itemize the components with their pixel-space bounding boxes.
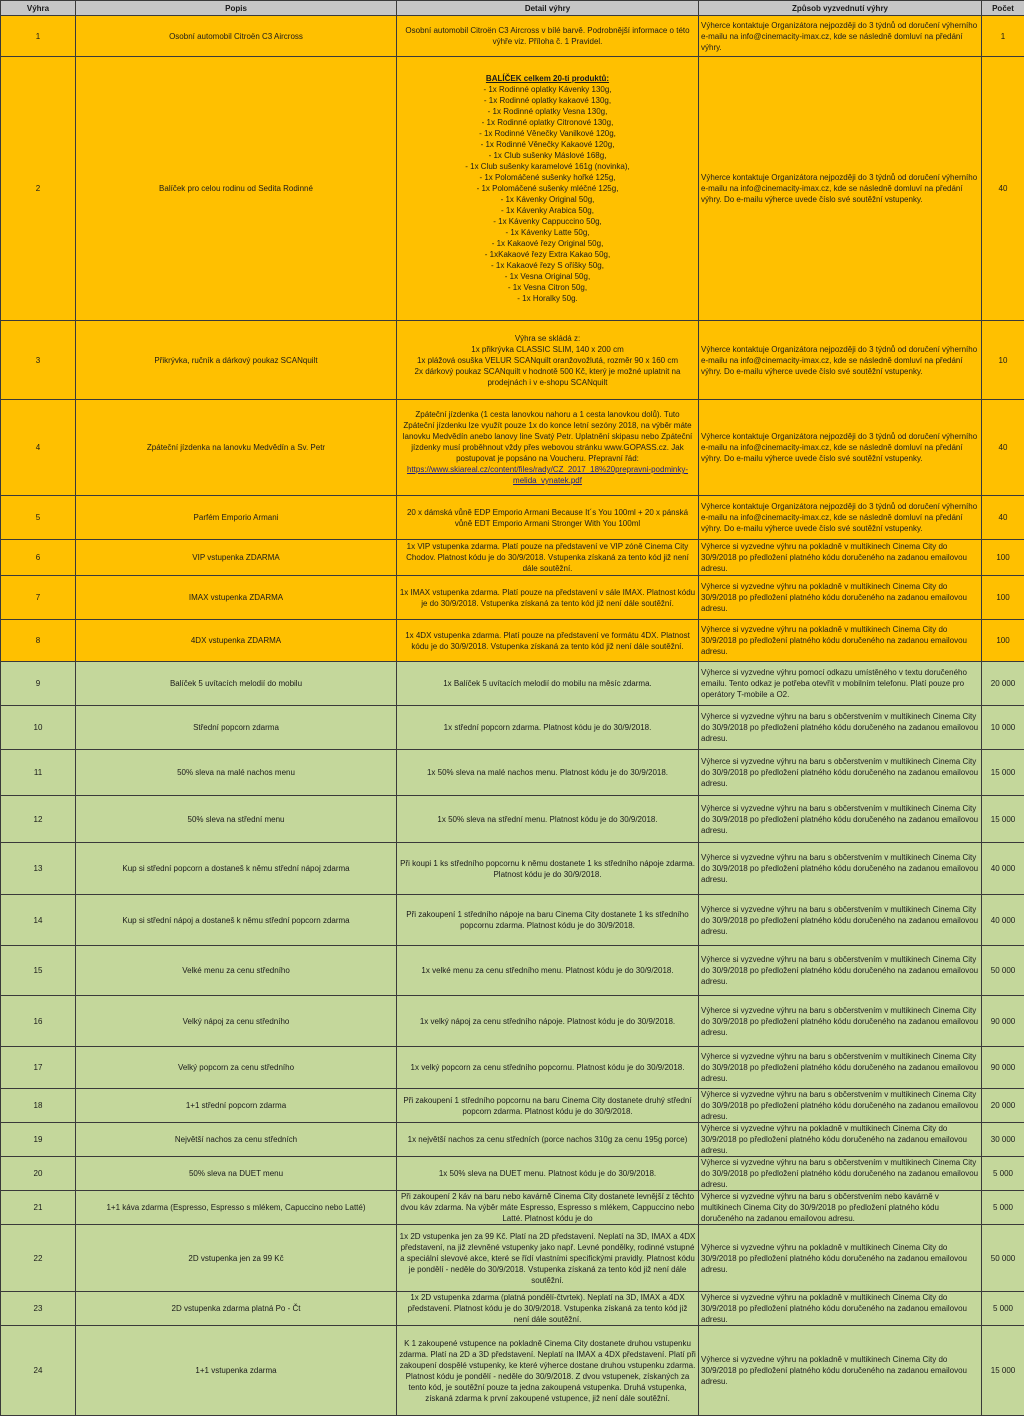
table-row (1, 706, 1024, 750)
pickup-method: Výherce si vyzvedne výhru na pokladně v multikinech Cinema City do 30/9/2018 po předložení platného kódu doručeného na zadanou emailovou adresu. (699, 1123, 982, 1157)
table-row (1, 1326, 1024, 1416)
pickup-method: Výherce si vyzvedne výhru na baru s občerstvením v multikinech Cinema City do 30/9/2018 po předložení platného kódu doručeného na zadanou emailovou adresu. (699, 750, 982, 796)
prize-detail: 1x střední popcorn zdarma. Platnost kódu je do 30/9/2018. (397, 706, 699, 750)
prize-detail: Výhra se skládá z: 1x přikrývka CLASSIC SLIM, 140 x 200 cm 1x plážová osuška VELUR SCANquilt oranžovožlutá, rozměr 90 x 160 cm 2x dárkový poukaz SCANquilt v hodnotě 500 Kč, který je možné uplatnit na prodejnách i v e-shopu SCANquilt (397, 321, 699, 400)
prize-number: 21 (1, 1191, 76, 1225)
prize-detail: 1x 2D vstupenka jen za 99 Kč. Platí na 2D představení. Neplatí na 3D, IMAX a 4DX představení, na již zlevněné vstupenky jako např. Levné pondělky, rodinné vstupné a speciální slevové akce, které se řídí vlastními specifickými pravidly. Platnost kódu je pondělí - neděle do 30/9/2018. Vstupenka získaná za tento kód již není dále soutěžní. (397, 1225, 699, 1292)
pickup-method: Výherce si vyzvedne výhru pomocí odkazu umístěného v textu doručeného emailu. Tento odkaz je potřeba otevřít v mobilním telefonu. Platí pouze pro operátory T-mobile a O2. (699, 662, 982, 706)
prize-detail: 1x velké menu za cenu středního menu. Platnost kódu je do 30/9/2018. (397, 946, 699, 996)
prize-description: Velký nápoj za cenu středního (76, 996, 397, 1047)
prize-description: 2D vstupenka zdarma platná Po - Čt (76, 1292, 397, 1326)
package-item: - 1x Polomáčené sušenky hořké 125g, (399, 172, 696, 183)
prize-number: 9 (1, 662, 76, 706)
package-item: - 1x Kávenky Latte 50g, (399, 227, 696, 238)
pickup-method: Výherce kontaktuje Organizátora nejpozději do 3 týdnů od doručení výherního e-mailu na info@cinemacity-imax.cz, kde se následně domluví na předání výhry. Do e-mailu výherce uvede číslo své soutěžní vstupenky. (699, 496, 982, 540)
package-item: - 1xKakaové řezy Extra Kakao 50g, (399, 249, 696, 260)
prize-number: 2 (1, 57, 76, 321)
prize-number: 15 (1, 946, 76, 996)
prize-count: 5 000 (982, 1191, 1024, 1225)
table-row (1, 1089, 1024, 1123)
pickup-method: Výherce si vyzvedne výhru na baru s občerstvením v multikinech Cinema City do 30/9/2018 po předložení platného kódu doručeného na zadanou emailovou adresu. (699, 996, 982, 1047)
prize-detail: 1x 2D vstupenka zdarma (platná pondělí-čtvrtek). Neplatí na 3D, IMAX a 4DX představení. Platnost kódu je do 30/9/2018. Vstupenka získaná za tento kód již není dále soutěžní. (397, 1292, 699, 1326)
table-row (1, 796, 1024, 843)
prize-description: 4DX vstupenka ZDARMA (76, 620, 397, 662)
table-row (1, 662, 1024, 706)
package-item: - 1x Kakaové řezy Original 50g, (399, 238, 696, 249)
package-item: - 1x Club sušenky karamelové 161g (novinka), (399, 161, 696, 172)
prize-number: 12 (1, 796, 76, 843)
prize-detail: Při zakoupení 2 káv na baru nebo kavárně Cinema City dostanete levnější z těchto dvou káv zdarma. Na výběr máte Espresso, Espresso s mlékem, Cappuccino nebo Latté. Platnost kódu je do (397, 1191, 699, 1225)
table-row (1, 57, 1024, 321)
table-row (1, 576, 1024, 620)
pickup-method: Výherce si vyzvedne výhru na pokladně v multikinech Cinema City do 30/9/2018 po předložení platného kódu doručeného na zadanou emailovou adresu. (699, 620, 982, 662)
prize-count: 30 000 (982, 1123, 1024, 1157)
prize-count: 50 000 (982, 1225, 1024, 1292)
package-item: - 1x Kávenky Cappuccino 50g, (399, 216, 696, 227)
prize-count: 15 000 (982, 1326, 1024, 1416)
prize-detail: 20 x dámská vůně EDP Emporio Armani Because It´s You 100ml + 20 x pánská vůně EDT Emporio Armani Stronger With You 100ml (397, 496, 699, 540)
prize-number: 7 (1, 576, 76, 620)
prize-number: 3 (1, 321, 76, 400)
header-vyhra: Výhra (1, 1, 76, 16)
package-item: - 1x Kávenky Arabica 50g, (399, 205, 696, 216)
prize-count: 20 000 (982, 662, 1024, 706)
table-row (1, 946, 1024, 996)
prize-description: 2D vstupenka jen za 99 Kč (76, 1225, 397, 1292)
table-row (1, 16, 1024, 57)
pickup-method: Výherce si vyzvedne výhru na baru s občerstvením v multikinech Cinema City do 30/9/2018 po předložení platného kódu doručeného na zadanou emailovou adresu. (699, 706, 982, 750)
package-item: - 1x Rodinné oplatky Citronové 130g, (399, 117, 696, 128)
table-row (1, 843, 1024, 895)
prize-detail: Osobní automobil Citroën C3 Aircross v bílé barvě. Podrobnější informace o této výhře viz. Příloha č. 1 Pravidel. (397, 16, 699, 57)
prize-description: 50% sleva na střední menu (76, 796, 397, 843)
prize-description: VIP vstupenka ZDARMA (76, 540, 397, 576)
table-row (1, 1047, 1024, 1089)
package-item: - 1x Vesna Original 50g, (399, 271, 696, 282)
prize-number: 4 (1, 400, 76, 496)
table-row (1, 1225, 1024, 1292)
prize-count: 20 000 (982, 1089, 1024, 1123)
prize-detail: 1x 50% sleva na střední menu. Platnost kódu je do 30/9/2018. (397, 796, 699, 843)
pickup-method: Výherce si vyzvedne výhru na pokladně v multikinech Cinema City do 30/9/2018 po předložení platného kódu doručeného na zadanou emailovou adresu. (699, 540, 982, 576)
prize-detail: 1x velký popcorn za cenu středního popcornu. Platnost kódu je do 30/9/2018. (397, 1047, 699, 1089)
prize-description: Velké menu za cenu středního (76, 946, 397, 996)
prize-number: 16 (1, 996, 76, 1047)
table-row (1, 1191, 1024, 1225)
package-item: - 1x Vesna Citron 50g, (399, 282, 696, 293)
prize-number: 19 (1, 1123, 76, 1157)
package-item: - 1x Kávenky Original 50g, (399, 194, 696, 205)
prize-description: 50% sleva na malé nachos menu (76, 750, 397, 796)
package-item: - 1x Club sušenky Máslové 168g, (399, 150, 696, 161)
table-row (1, 1123, 1024, 1157)
prize-detail: 1x 4DX vstupenka zdarma. Platí pouze na představení ve formátu 4DX. Platnost kódu je do 30/9/2018. Vstupenka získaná za tento kód již není dále soutěžní. (397, 620, 699, 662)
table-row (1, 996, 1024, 1047)
header-zpusob: Způsob vyzvednutí výhry (699, 1, 982, 16)
pickup-method: Výherce si vyzvedne výhru na pokladně v multikinech Cinema City do 30/9/2018 po předložení platného kódu doručeného na zadanou emailovou adresu. (699, 576, 982, 620)
prize-count: 10 (982, 321, 1024, 400)
prize-number: 14 (1, 895, 76, 946)
transport-rules-link[interactable]: https://www.skiareal.cz/content/files/rady/CZ_2017_18%20prepravni-podminky-melida_vynatek.pdf (399, 464, 696, 486)
prize-number: 20 (1, 1157, 76, 1191)
pickup-method: Výherce si vyzvedne výhru na baru s občerstvením v multikinech Cinema City do 30/9/2018 po předložení platného kódu doručeného na zadanou emailovou adresu. (699, 843, 982, 895)
table-row (1, 321, 1024, 400)
pickup-method: Výherce kontaktuje Organizátora nejpozději do 3 týdnů od doručení výherního e-mailu na info@cinemacity-imax.cz, kde se následně domluví na předání výhry. Do e-mailu výherce uvede číslo své soutěžní vstupenky. (699, 400, 982, 496)
package-item: - 1x Rodinné Věnečky Vanilkové 120g, (399, 128, 696, 139)
prize-count: 50 000 (982, 946, 1024, 996)
prize-description: Kup si střední popcorn a dostaneš k němu střední nápoj zdarma (76, 843, 397, 895)
prize-count: 90 000 (982, 996, 1024, 1047)
prize-description: Osobní automobil Citroën C3 Aircross (76, 16, 397, 57)
prize-count: 40 000 (982, 843, 1024, 895)
prize-description: IMAX vstupenka ZDARMA (76, 576, 397, 620)
table-row (1, 496, 1024, 540)
package-item: - 1x Horalky 50g. (399, 293, 696, 304)
prize-count: 100 (982, 540, 1024, 576)
prize-number: 17 (1, 1047, 76, 1089)
prize-description: 1+1 vstupenka zdarma (76, 1326, 397, 1416)
prize-number: 1 (1, 16, 76, 57)
prize-number: 24 (1, 1326, 76, 1416)
prize-description: Kup si střední nápoj a dostaneš k němu střední popcorn zdarma (76, 895, 397, 946)
prize-count: 40 (982, 57, 1024, 321)
prize-number: 5 (1, 496, 76, 540)
pickup-method: Výherce si vyzvedne výhru na baru s občerstvením v multikinech Cinema City do 30/9/2018 po předložení platného kódu doručeného na zadanou emailovou adresu. (699, 1157, 982, 1191)
table-row (1, 1292, 1024, 1326)
package-item: - 1x Rodinné oplatky Vesna 130g, (399, 106, 696, 117)
package-list (397, 57, 699, 321)
pickup-method: Výherce kontaktuje Organizátora nejpozději do 3 týdnů od doručení výherního e-mailu na info@cinemacity-imax.cz, kde se následně domluví na předání výhry. Do e-mailu výherce uvede číslo své soutěžní vstupenky. (699, 57, 982, 321)
pickup-method: Výherce si vyzvedne výhru na baru s občerstvením v multikinech Cinema City do 30/9/2018 po předložení platného kódu doručeného na zadanou emailovou adresu. (699, 946, 982, 996)
header-popis: Popis (76, 1, 397, 16)
prize-number: 8 (1, 620, 76, 662)
package-item: - 1x Rodinné Věnečky Kakaové 120g, (399, 139, 696, 150)
pickup-method: Výherce si vyzvedne výhru na baru s občerstvením v multikinech Cinema City do 30/9/2018 po předložení platného kódu doručeného na zadanou emailovou adresu. (699, 895, 982, 946)
prize-count: 5 000 (982, 1157, 1024, 1191)
prize-description: Velký popcorn za cenu středního (76, 1047, 397, 1089)
prize-description: Zpáteční jízdenka na lanovku Medvědín a Sv. Petr (76, 400, 397, 496)
prize-detail: 1x velký nápoj za cenu středního nápoje. Platnost kódu je do 30/9/2018. (397, 996, 699, 1047)
table-row (1, 400, 1024, 496)
pickup-method: Výherce si vyzvedne výhru na baru s občerstvením v multikinech Cinema City do 30/9/2018 po předložení platného kódu doručeného na zadanou emailovou adresu. (699, 1089, 982, 1123)
prize-count: 15 000 (982, 796, 1024, 843)
prize-detail-cell (397, 400, 699, 496)
table-row (1, 895, 1024, 946)
prize-detail: Při zakoupení 1 středního nápoje na baru Cinema City dostanete 1 ks středního popcornu zdarma. Platnost kódu je do 30/9/2018. (397, 895, 699, 946)
pickup-method: Výherce si vyzvedne výhru na pokladně v multikinech Cinema City do 30/9/2018 po předložení platného kódu doručeného na zadanou emailovou adresu. (699, 1225, 982, 1292)
pickup-method: Výherce si vyzvedne výhru na pokladně v multikinech Cinema City do 30/9/2018 po předložení platného kódu doručeného na zadanou emailovou adresu. (699, 1292, 982, 1326)
prize-detail: 1x Balíček 5 uvítacích melodií do mobilu na měsíc zdarma. (397, 662, 699, 706)
prize-description: Největší nachos za cenu středních (76, 1123, 397, 1157)
package-item: - 1x Polomáčené sušenky mléčné 125g, (399, 183, 696, 194)
prize-number: 13 (1, 843, 76, 895)
prize-detail: Při koupi 1 ks středního popcornu k němu dostanete 1 ks středního nápoje zdarma. Platnost kódu je do 30/9/2018. (397, 843, 699, 895)
prize-count: 40 (982, 496, 1024, 540)
package-title: BALÍČEK celkem 20-ti produktů: (399, 73, 696, 84)
prize-description: 1+1 káva zdarma (Espresso, Espresso s mlékem, Capuccino nebo Latté) (76, 1191, 397, 1225)
prize-detail: K 1 zakoupené vstupence na pokladně Cinema City dostanete druhou vstupenku zdarma. Platí na 2D a 3D představení. Neplatí na IMAX a 4DX představení. Platí při zakoupení dospělé vstupenky, ke které výherce dostane druhou vstupenku zdarma. Platnost kódu je pondělí - neděle do 30/9/2018. Z dvou vstupenek, získaných za tento kód, je soutěžní pouze ta jedna zakoupená vstupenka. Druhá vstupenka, získaná zdarma k první zakoupené vstupence, již není dále soutěžní. (397, 1326, 699, 1416)
prize-detail: 1x 50% sleva na malé nachos menu. Platnost kódu je do 30/9/2018. (397, 750, 699, 796)
table-row (1, 750, 1024, 796)
package-item: - 1x Rodinné oplatky kakaové 130g, (399, 95, 696, 106)
prize-number: 23 (1, 1292, 76, 1326)
prize-number: 10 (1, 706, 76, 750)
table-row (1, 540, 1024, 576)
pickup-method: Výherce kontaktuje Organizátora nejpozději do 3 týdnů od doručení výherního e-mailu na info@cinemacity-imax.cz, kde se následně domluví na předání výhry. Do e-mailu výherce uvede číslo své soutěžní vstupenky. (699, 321, 982, 400)
prize-detail: 1x 50% sleva na DUET menu. Platnost kódu je do 30/9/2018. (397, 1157, 699, 1191)
prize-count: 100 (982, 620, 1024, 662)
header-pocet: Počet (982, 1, 1024, 16)
prize-description: Přikrývka, ručník a dárkový poukaz SCANquilt (76, 321, 397, 400)
prize-count: 100 (982, 576, 1024, 620)
header-detail: Detail výhry (397, 1, 699, 16)
prize-count: 5 000 (982, 1292, 1024, 1326)
pickup-method: Výherce si vyzvedne výhru na baru s občerstvením nebo kavárně v multikinech Cinema City do 30/9/2018 po předložení platného kódu doručeného na zadanou emailovou adresu. (699, 1191, 982, 1225)
prize-number: 6 (1, 540, 76, 576)
prize-detail: 1x IMAX vstupenka zdarma. Platí pouze na představení v sále IMAX. Platnost kódu je do 30/9/2018. Vstupenka získaná za tento kód již není dále soutěžní. (397, 576, 699, 620)
table-row (1, 1157, 1024, 1191)
prize-number: 18 (1, 1089, 76, 1123)
prize-count: 40 (982, 400, 1024, 496)
prize-detail: 1x VIP vstupenka zdarma. Platí pouze na představení ve VIP zóně Cinema City Chodov. Platnost kódu je do 30/9/2018. Vstupenka získaná za tento kód již není dále soutěžní. (397, 540, 699, 576)
prize-count: 1 (982, 16, 1024, 57)
prize-description: Balíček pro celou rodinu od Sedita Rodinné (76, 57, 397, 321)
prize-description: Balíček 5 uvítacích melodií do mobilu (76, 662, 397, 706)
prize-number: 22 (1, 1225, 76, 1292)
prize-number: 11 (1, 750, 76, 796)
package-item: - 1x Kakaové řezy S oříšky 50g, (399, 260, 696, 271)
prize-count: 15 000 (982, 750, 1024, 796)
prize-description: 1+1 střední popcorn zdarma (76, 1089, 397, 1123)
prize-detail: 1x největší nachos za cenu středních (porce nachos 310g za cenu 195g porce) (397, 1123, 699, 1157)
header-row (1, 1, 1024, 16)
prize-count: 90 000 (982, 1047, 1024, 1089)
pickup-method: Výherce kontaktuje Organizátora nejpozději do 3 týdnů od doručení výherního e-mailu na info@cinemacity-imax.cz, kde se následně domluví na předání výhry. (699, 16, 982, 57)
prize-detail: Při zakoupení 1 středního popcornu na baru Cinema City dostanete druhý střední popcorn zdarma. Platnost kódu je do 30/9/2018. (397, 1089, 699, 1123)
pickup-method: Výherce si vyzvedne výhru na baru s občerstvením v multikinech Cinema City do 30/9/2018 po předložení platného kódu doručeného na zadanou emailovou adresu. (699, 796, 982, 843)
prize-description: Střední popcorn zdarma (76, 706, 397, 750)
prize-detail: Zpáteční jízdenka (1 cesta lanovkou nahoru a 1 cesta lanovkou dolů). Tuto Zpáteční jízdenku lze využít pouze 1x do konce letní sezóny 2018, na výběr máte lanovku Medvědín anebo lanovy line Svatý Petr. Uplatnění skipasu nebo Zpáteční jízdenky musí proběhnout vždy přes webovou stránku www.GOPASS.cz. Jak postupovat je popsáno na Voucheru. Přepravní řád: (399, 409, 696, 464)
pickup-method: Výherce si vyzvedne výhru na pokladně v multikinech Cinema City do 30/9/2018 po předložení platného kódu doručeného na zadanou emailovou adresu. (699, 1326, 982, 1416)
prize-description: Parfém Emporio Armani (76, 496, 397, 540)
prize-count: 10 000 (982, 706, 1024, 750)
package-item: - 1x Rodinné oplatky Kávenky 130g, (399, 84, 696, 95)
prize-count: 40 000 (982, 895, 1024, 946)
table-row (1, 620, 1024, 662)
prize-description: 50% sleva na DUET menu (76, 1157, 397, 1191)
pickup-method: Výherce si vyzvedne výhru na baru s občerstvením v multikinech Cinema City do 30/9/2018 po předložení platného kódu doručeného na zadanou emailovou adresu. (699, 1047, 982, 1089)
